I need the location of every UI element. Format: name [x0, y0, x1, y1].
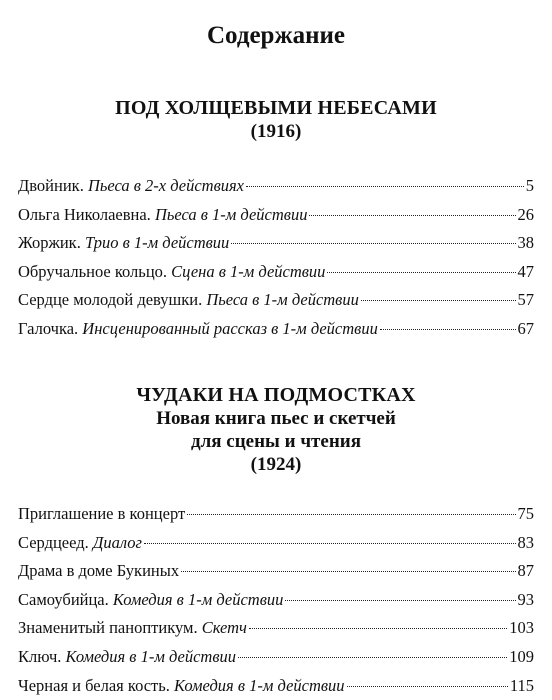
entry-page-number: 38 [517, 233, 534, 253]
dot-leader [231, 243, 515, 244]
contents-list-section-2 [18, 500, 534, 700]
section-subtitle: Новая книга пьес и скетчей [156, 408, 396, 429]
contents-list-section-1 [18, 172, 534, 344]
dot-leader [238, 657, 507, 658]
contents-entry[interactable] [18, 586, 534, 615]
section-heading-1 [0, 97, 552, 143]
entry-genre: Пьеса в 1-м действии [206, 290, 359, 310]
entry-title: Самоубийца. Комедия в 1-м действии [18, 589, 284, 609]
entry-genre: Скетч [201, 618, 247, 638]
entry-genre: Трио в 1-м действии [84, 233, 230, 253]
entry-title: Черная и белая кость. Комедия в 1-м действии [18, 675, 345, 695]
entry-page-number: 5 [525, 176, 534, 195]
entry-page-number: 103 [509, 618, 534, 638]
dot-leader [309, 215, 515, 216]
entry-genre: Комедия в 1-м действии [112, 589, 284, 609]
contents-entry[interactable] [18, 201, 534, 230]
section-year: (1916) [250, 121, 302, 142]
contents-entry[interactable] [18, 500, 534, 529]
dot-leader [380, 329, 516, 330]
entry-page-number: 115 [509, 675, 534, 695]
entry-genre: Комедия в 1-м действии [65, 646, 236, 666]
dot-leader [347, 686, 508, 687]
entry-page-number: 67 [517, 318, 534, 338]
section-title: ПОД ХОЛЩЕВЫМИ НЕБЕСАМИ [115, 97, 437, 119]
contents-entry[interactable] [18, 286, 534, 315]
entry-title: Ольга Николаевна. Пьеса в 1-м действии [18, 204, 308, 224]
contents-entry[interactable] [18, 529, 534, 558]
dot-leader [181, 571, 515, 572]
dot-leader [327, 272, 515, 273]
section-year: (1924) [250, 454, 302, 475]
contents-entry[interactable] [18, 557, 534, 586]
contents-entry[interactable] [18, 643, 534, 672]
entry-page-number: 87 [517, 561, 534, 581]
dot-leader [246, 186, 524, 187]
dot-leader [144, 543, 516, 544]
entry-page-number: 57 [517, 290, 534, 310]
contents-entry[interactable] [18, 315, 534, 344]
entry-genre: Инсценированный рассказ в 1-м действии [82, 318, 378, 338]
entry-genre: Комедия в 1-м действии [174, 675, 345, 695]
contents-entry[interactable] [18, 614, 534, 643]
entry-page-number: 109 [509, 646, 534, 666]
contents-entry[interactable] [18, 672, 534, 700]
entry-page-number: 47 [517, 261, 534, 281]
entry-title: Драма в доме Букиных [18, 561, 180, 581]
contents-entry[interactable] [18, 258, 534, 287]
entry-page-number: 83 [517, 532, 534, 552]
page-title: Содержание [206, 22, 345, 49]
section-subtitle: для сцены и чтения [191, 431, 361, 452]
entry-genre: Сцена в 1-м действии [171, 261, 326, 281]
entry-title: Двойник. Пьеса в 2-х действиях [18, 176, 245, 195]
entry-page-number: 75 [517, 504, 534, 523]
section-heading-2 [0, 384, 552, 476]
entry-title: Знаменитый паноптикум. Скетч [18, 618, 247, 638]
dot-leader [249, 628, 507, 629]
dot-leader [361, 300, 516, 301]
entry-genre: Пьеса в 2-х действиях [87, 176, 245, 195]
entry-page-number: 93 [517, 589, 534, 609]
entry-title: Сердце молодой девушки. Пьеса в 1-м действии [18, 290, 359, 310]
contents-entry[interactable] [18, 229, 534, 258]
entry-title: Сердцеед. Диалог [18, 532, 142, 552]
contents-entry[interactable] [18, 172, 534, 201]
section-title: ЧУДАКИ НА ПОДМОСТКАХ [136, 384, 416, 406]
entry-genre: Диалог [92, 532, 142, 552]
entry-page-number: 26 [517, 204, 534, 224]
entry-title: Приглашение в концерт [18, 504, 186, 523]
entry-title: Жоржик. Трио в 1-м действии [18, 233, 230, 253]
entry-title: Обручальное кольцо. Сцена в 1-м действии [18, 261, 326, 281]
dot-leader [285, 600, 515, 601]
entry-title: Ключ. Комедия в 1-м действии [18, 646, 236, 666]
entry-genre: Пьеса в 1-м действии [154, 204, 308, 224]
entry-title: Галочка. Инсценированный рассказ в 1-м действии [18, 318, 378, 338]
dot-leader [187, 514, 515, 515]
